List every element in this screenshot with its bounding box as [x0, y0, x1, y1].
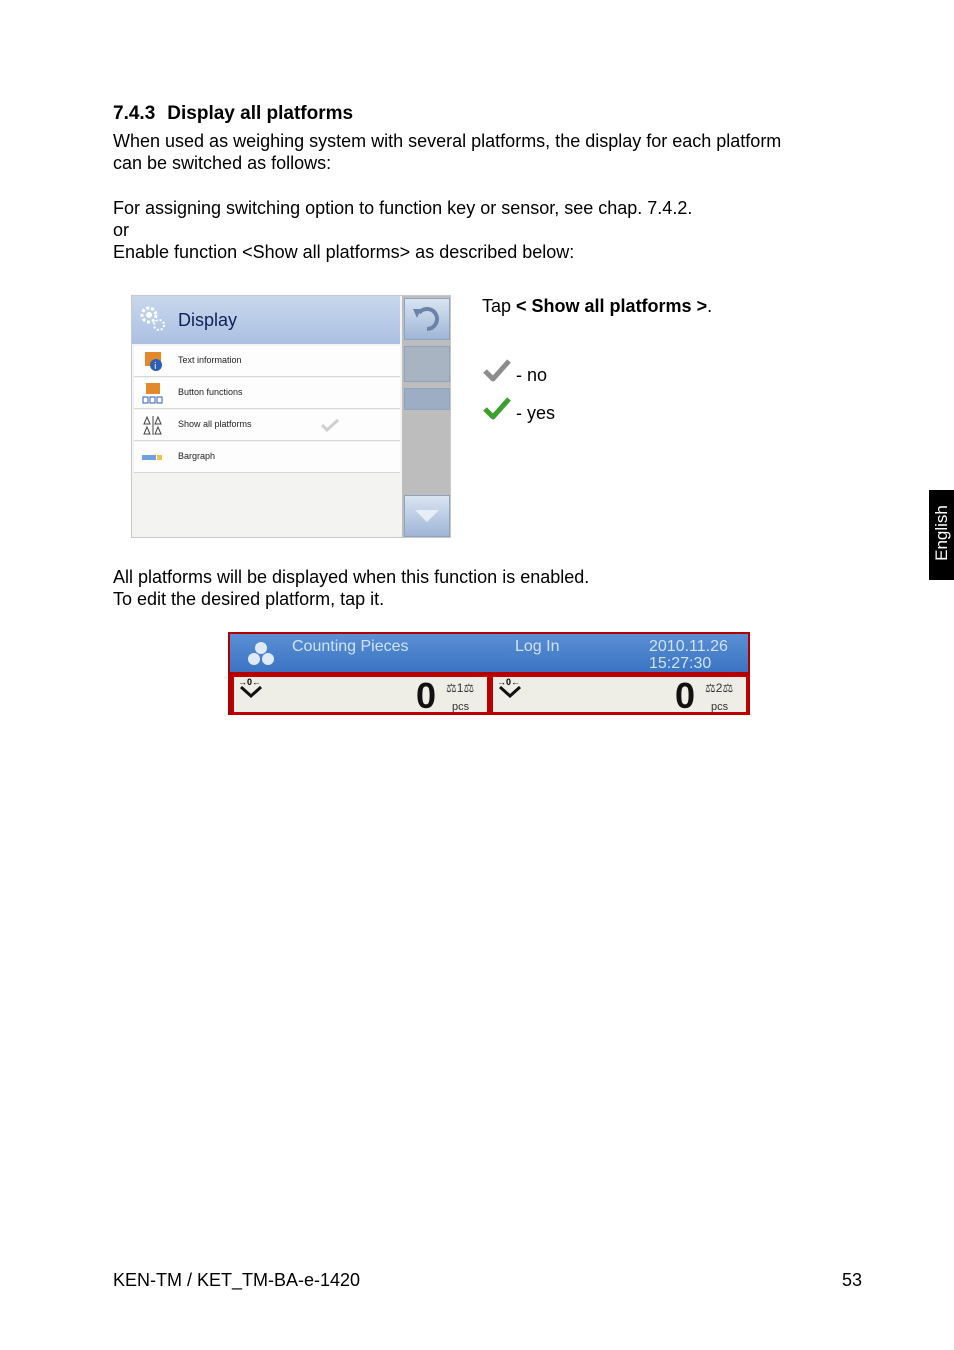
result-line: All platforms will be displayed when this function is enabled. [113, 567, 590, 587]
menu-item-bargraph[interactable] [134, 442, 400, 473]
legend-yes: - yes [516, 403, 556, 423]
instruction-prefix: Tap [482, 296, 517, 316]
scroll-top-button[interactable] [404, 346, 450, 382]
section-heading [113, 103, 353, 125]
platform-1-value: 0 [416, 675, 437, 716]
menu-item-text-information[interactable] [134, 346, 400, 377]
undo-icon [405, 299, 449, 339]
section-number: 7.4.3 [113, 103, 156, 124]
gear-icon [138, 304, 166, 332]
platform-2-unit: pcs [711, 701, 729, 713]
scroll-down-button[interactable] [404, 495, 450, 537]
result-line: To edit the desired platform, tap it. [113, 589, 385, 609]
stable-icon [499, 686, 521, 698]
instruction-suffix: . [707, 296, 713, 316]
platform-2-scale: ⚖2⚖ [705, 681, 734, 695]
platform-1-scale: ⚖1⚖ [446, 681, 475, 695]
platform-1-unit: pcs [452, 701, 470, 713]
zero-marker: →0← [497, 677, 521, 687]
assign-note [113, 197, 692, 263]
legend-no: - no [516, 365, 548, 385]
date-label: 2010.11.26 [649, 638, 728, 655]
menu-item-button-functions[interactable] [134, 378, 400, 409]
menu-header [132, 296, 400, 344]
platforms-icon [142, 414, 164, 436]
bargraph-icon [142, 446, 164, 468]
menu-title: Display [178, 310, 238, 330]
page-number: 53 [842, 1270, 863, 1290]
menu-item-show-all-platforms[interactable] [134, 410, 400, 441]
svg-text:i: i [154, 362, 157, 372]
platform-2-number: 2 [715, 681, 723, 695]
language-tab-label: English [932, 505, 951, 561]
stable-icon [240, 686, 262, 698]
menu-item-label: Button functions [178, 387, 243, 397]
buttons-icon [142, 382, 164, 404]
menu-item-label: Bargraph [178, 451, 216, 461]
instruction-option: < Show all platforms > [516, 296, 708, 316]
tap-instruction [482, 296, 712, 317]
intro-line: When used as weighing system with several platforms, the display for each platform [113, 131, 782, 151]
menu-scrollbar[interactable] [402, 296, 450, 537]
back-button[interactable] [404, 298, 450, 340]
chevron-down-icon [405, 496, 449, 536]
platform-1-panel[interactable] [232, 675, 489, 714]
display-menu-screenshot [131, 295, 451, 538]
counting-pieces-icon [246, 641, 276, 667]
section-title: Display all platforms [167, 103, 354, 124]
check-green-icon [482, 396, 512, 422]
info-icon [142, 350, 164, 372]
platform-1-number: 1 [456, 681, 464, 695]
scroll-thumb[interactable] [404, 388, 450, 410]
result-paragraph [113, 566, 589, 610]
language-tab [929, 490, 954, 580]
intro-paragraph [113, 130, 781, 174]
menu-item-label: Show all platforms [178, 419, 252, 429]
platforms-status-screenshot [228, 632, 750, 715]
check-gray-icon [482, 358, 512, 384]
platform-2-panel[interactable] [491, 675, 748, 714]
assign-line: For assigning switching option to function key or sensor, see chap. 7.4.2. [113, 198, 693, 218]
footer-doc-id: KEN-TM / KET_TM-BA-e-1420 [113, 1270, 361, 1290]
status-bar [230, 634, 748, 672]
checkmark-off-icon [320, 418, 340, 432]
time-label: 15:27:30 [649, 655, 712, 672]
platform-2-value: 0 [675, 675, 696, 716]
login-label[interactable]: Log In [515, 638, 560, 655]
mode-label: Counting Pieces [292, 638, 409, 655]
zero-marker: →0← [238, 677, 262, 687]
menu-item-label: Text information [178, 355, 242, 365]
or-line: or [113, 220, 130, 240]
intro-line: can be switched as follows: [113, 153, 332, 173]
enable-line: Enable function <Show all platforms> as described below: [113, 242, 575, 262]
